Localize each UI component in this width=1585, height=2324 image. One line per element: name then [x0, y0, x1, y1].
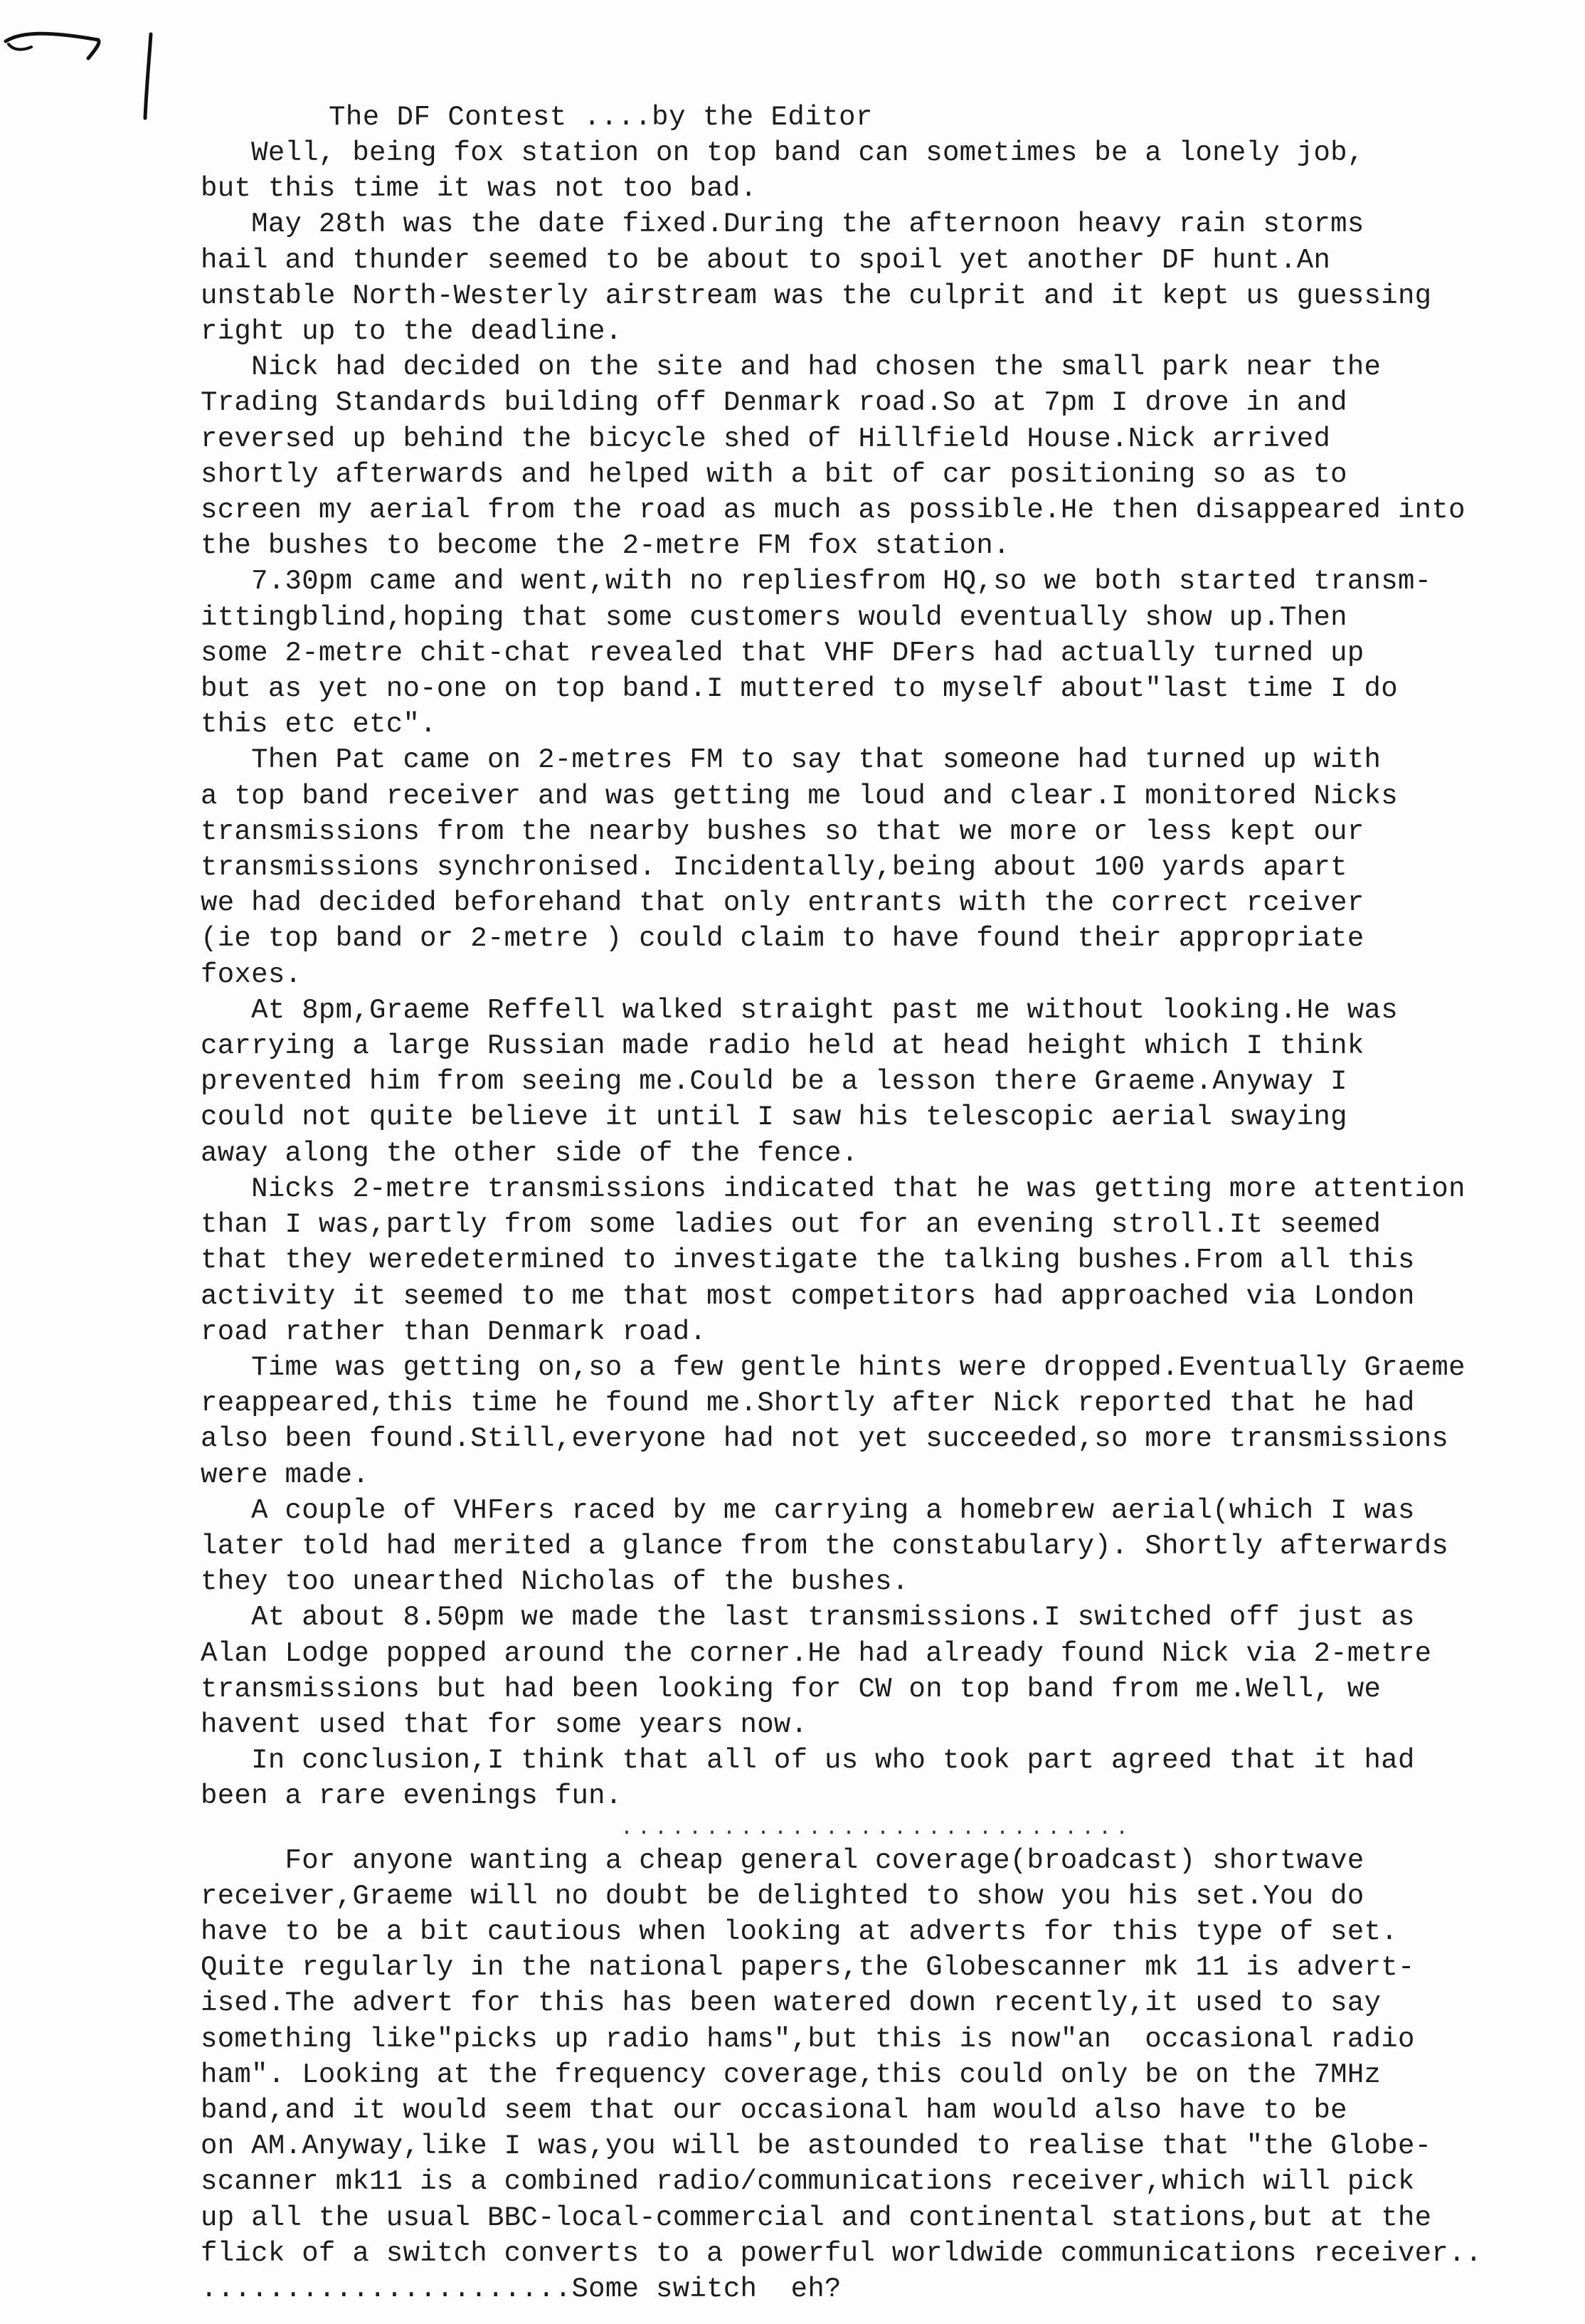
text-line: At about 8.50pm we made the last transmissions.I switched off just as	[201, 1602, 1415, 1634]
text-line: this etc etc".	[201, 709, 437, 741]
text-line: away along the other side of the fence.	[201, 1137, 859, 1169]
text-line: Nicks 2-metre transmissions indicated that he was getting more attention	[201, 1173, 1465, 1205]
article-title: The DF Contest ....by the Editor	[329, 102, 873, 133]
text-line: Trading Standards building off Denmark road.So at 7pm I drove in and	[201, 387, 1347, 419]
text-line: receiver,Graeme will no doubt be delighted to show you his set.You do	[201, 1880, 1364, 1912]
text-line: been a rare evenings fun.	[201, 1780, 622, 1812]
text-line: than I was,partly from some ladies out for an evening stroll.It seemed	[201, 1209, 1382, 1241]
text-line: foxes.	[201, 958, 302, 991]
text-line: were made.	[201, 1459, 370, 1491]
text-line: reversed up behind the bicycle shed of Hillfield House.Nick arrived	[201, 423, 1331, 455]
text-line: could not quite believe it until I saw his telescopic aerial swaying	[201, 1102, 1347, 1134]
text-line: we had decided beforehand that only entrants with the correct rceiver	[201, 887, 1364, 919]
text-line: later told had merited a glance from the constabulary). Shortly afterwards	[201, 1530, 1449, 1562]
text-line: shortly afterwards and helped with a bit of car positioning so as to	[201, 458, 1347, 490]
text-line: screen my aerial from the road as much as possible.He then disappeared into	[201, 495, 1465, 527]
article-body	[201, 100, 1552, 2307]
text-line: ittingblind,hoping that some customers would eventually show up.Then	[201, 601, 1347, 633]
text-line: transmissions synchronised. Incidentally,being about 100 yards apart	[201, 852, 1347, 884]
text-line: that they weredetermined to investigate the talking bushes.From all this	[201, 1245, 1415, 1277]
text-line: At 8pm,Graeme Reffell walked straight past me without looking.He was	[201, 994, 1398, 1026]
text-line: Well, being fox station on top band can sometimes be a lonely job,	[201, 137, 1364, 169]
text-line: havent used that for some years now.	[201, 1708, 808, 1741]
text-line: May 28th was the date fixed.During the afternoon heavy rain storms	[201, 208, 1364, 241]
text-line: also been found.Still,everyone had not yet succeeded,so more transmissions	[201, 1423, 1449, 1455]
text-line: band,and it would seem that our occasional ham would also have to be	[201, 2094, 1347, 2126]
text-line: on AM.Anyway,like I was,you will be astounded to realise that "the Globe-	[201, 2130, 1432, 2162]
text-line: right up to the deadline.	[201, 316, 622, 348]
text-line: scanner mk11 is a combined radio/communications receiver,which will pick	[201, 2166, 1415, 2198]
text-line: Nick had decided on the site and had chosen the small park near the	[201, 352, 1382, 384]
text-line: but this time it was not too bad.	[201, 173, 758, 205]
text-line: Time was getting on,so a few gentle hints were dropped.Eventually Graeme	[201, 1351, 1465, 1383]
text-line: a top band receiver and was getting me loud and clear.I monitored Nicks	[201, 780, 1398, 812]
second-article-paragraphs	[201, 1843, 1552, 2308]
text-line: ......................Some switch eh?	[201, 2273, 842, 2305]
text-line: 7.30pm came and went,with no repliesfrom HQ,so we both started transm-	[201, 566, 1432, 598]
text-line: flick of a switch converts to a powerful worldwide communications receiver..	[201, 2237, 1483, 2269]
text-line: have to be a bit cautious when looking at adverts for this type of set.	[201, 1916, 1398, 1948]
text-line: carrying a large Russian made radio held at head height which I think	[201, 1030, 1364, 1062]
text-line: transmissions but had been looking for CW on top band from me.Well, we	[201, 1673, 1382, 1705]
text-line: something like"picks up radio hams",but this is now"an occasional radio	[201, 2023, 1415, 2055]
text-line: ham". Looking at the frequency coverage,this could only be on the 7MHz	[201, 2059, 1382, 2091]
text-line: A couple of VHFers raced by me carrying a homebrew aerial(which I was	[201, 1494, 1415, 1526]
article-paragraphs	[201, 135, 1552, 1815]
text-line: In conclusion,I think that all of us who took part agreed that it had	[201, 1745, 1415, 1777]
text-line: Alan Lodge popped around the corner.He had already found Nick via 2-metre	[201, 1637, 1432, 1669]
text-line: up all the usual BBC-local-commercial and continental stations,but at the	[201, 2202, 1432, 2234]
text-line: activity it seemed to me that most competitors had approached via London	[201, 1280, 1415, 1312]
text-line: Quite regularly in the national papers,the Globescanner mk 11 is advert-	[201, 1952, 1415, 1984]
text-line: some 2-metre chit-chat revealed that VHF DFers had actually turned up	[201, 637, 1364, 669]
text-line: the bushes to become the 2-metre FM fox station.	[201, 530, 1010, 562]
text-line: road rather than Denmark road.	[201, 1316, 707, 1348]
text-line: Then Pat came on 2-metres FM to say that someone had turned up with	[201, 744, 1382, 776]
text-line: they too unearthed Nicholas of the bushes.	[201, 1566, 909, 1598]
text-line: but as yet no-one on top band.I muttered to myself about"last time I do	[201, 673, 1398, 705]
text-line: ised.The advert for this has been watered down recently,it used to say	[201, 1987, 1382, 2019]
text-line: (ie top band or 2-metre ) could claim to have found their appropriate	[201, 923, 1364, 955]
text-line: unstable North-Westerly airstream was the culprit and it kept us guessing	[201, 280, 1432, 312]
text-line: reappeared,this time he found me.Shortly after Nick reported that he had	[201, 1388, 1415, 1420]
text-line: For anyone wanting a cheap general coverage(broadcast) shortwave	[201, 1844, 1364, 1876]
text-line: transmissions from the nearby bushes so that we more or less kept our	[201, 815, 1364, 847]
section-separator: ..............................	[620, 1816, 1133, 1841]
handwritten-page-mark	[0, 0, 185, 142]
text-line: prevented him from seeing me.Could be a lesson there Graeme.Anyway I	[201, 1066, 1347, 1098]
text-line: hail and thunder seemed to be about to spoil yet another DF hunt.An	[201, 244, 1331, 276]
